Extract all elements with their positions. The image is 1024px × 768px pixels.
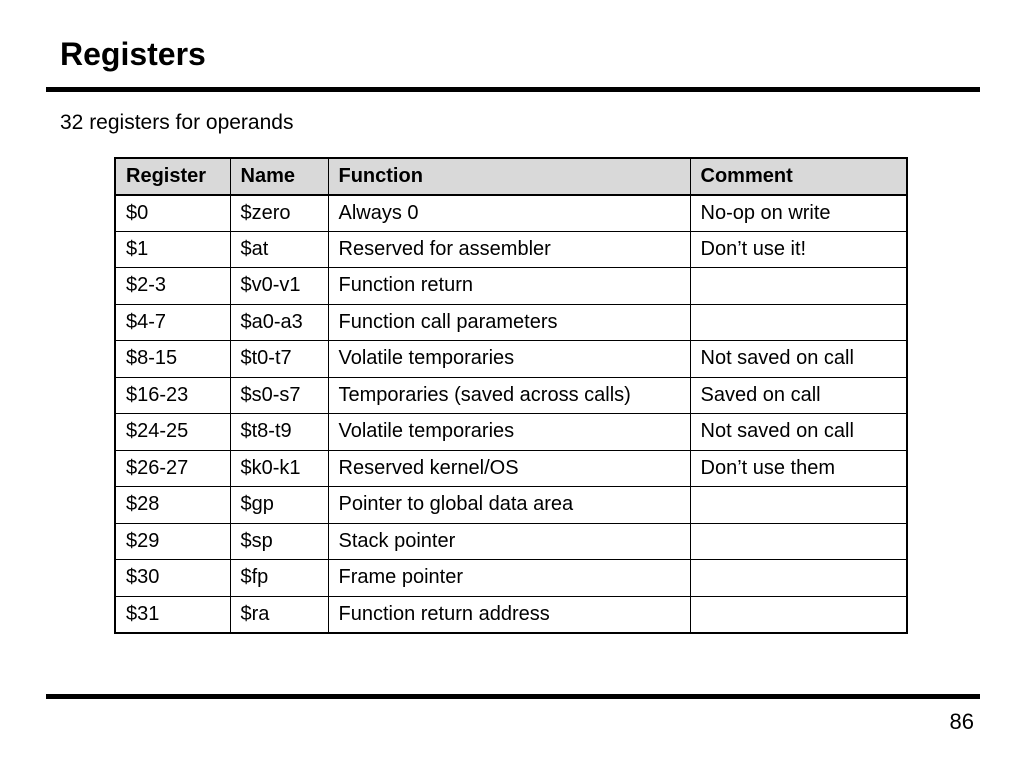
cell-function: Reserved kernel/OS (328, 450, 690, 487)
header-name: Name (230, 158, 328, 195)
cell-function: Stack pointer (328, 523, 690, 560)
cell-name: $fp (230, 560, 328, 597)
cell-register: $4-7 (115, 304, 230, 341)
cell-function: Function return (328, 268, 690, 305)
cell-comment: Saved on call (690, 377, 907, 414)
cell-register: $30 (115, 560, 230, 597)
table-header (115, 158, 907, 195)
cell-name: $s0-s7 (230, 377, 328, 414)
cell-name: $t8-t9 (230, 414, 328, 451)
cell-register: $16-23 (115, 377, 230, 414)
cell-register: $1 (115, 231, 230, 268)
table-row (115, 487, 907, 524)
cell-comment (690, 560, 907, 597)
table-header-row (115, 158, 907, 195)
cell-name: $sp (230, 523, 328, 560)
cell-register: $26-27 (115, 450, 230, 487)
header-register: Register (115, 158, 230, 195)
page-number: 86 (949, 709, 974, 734)
table-row (115, 414, 907, 451)
cell-name: $k0-k1 (230, 450, 328, 487)
cell-function: Pointer to global data area (328, 487, 690, 524)
cell-function: Volatile temporaries (328, 341, 690, 378)
slide-title: Registers (60, 36, 206, 72)
cell-name: $at (230, 231, 328, 268)
table-row (115, 377, 907, 414)
cell-comment: Don’t use it! (690, 231, 907, 268)
table-row (115, 304, 907, 341)
cell-register: $8-15 (115, 341, 230, 378)
cell-name: $t0-t7 (230, 341, 328, 378)
cell-comment (690, 596, 907, 633)
cell-function: Always 0 (328, 195, 690, 232)
cell-register: $28 (115, 487, 230, 524)
cell-function: Reserved for assembler (328, 231, 690, 268)
cell-comment (690, 487, 907, 524)
table-row (115, 560, 907, 597)
table-body (115, 195, 907, 633)
cell-function: Temporaries (saved across calls) (328, 377, 690, 414)
cell-register: $24-25 (115, 414, 230, 451)
table-row (115, 450, 907, 487)
register-table (114, 157, 908, 634)
table-row (115, 596, 907, 633)
cell-register: $29 (115, 523, 230, 560)
cell-function: Frame pointer (328, 560, 690, 597)
header-comment: Comment (690, 158, 907, 195)
cell-comment: Not saved on call (690, 414, 907, 451)
cell-function: Function call parameters (328, 304, 690, 341)
table-row (115, 195, 907, 232)
cell-name: $ra (230, 596, 328, 633)
cell-comment (690, 523, 907, 560)
cell-function: Function return address (328, 596, 690, 633)
cell-name: $v0-v1 (230, 268, 328, 305)
cell-register: $0 (115, 195, 230, 232)
table-row (115, 231, 907, 268)
slide-subtitle: 32 registers for operands (60, 111, 294, 134)
bottom-divider (46, 694, 980, 699)
cell-register: $31 (115, 596, 230, 633)
register-table-container (114, 157, 908, 634)
table-row (115, 523, 907, 560)
cell-function: Volatile temporaries (328, 414, 690, 451)
cell-comment: Don’t use them (690, 450, 907, 487)
cell-name: $a0-a3 (230, 304, 328, 341)
cell-name: $zero (230, 195, 328, 232)
table-row (115, 341, 907, 378)
cell-name: $gp (230, 487, 328, 524)
cell-comment (690, 304, 907, 341)
cell-comment: Not saved on call (690, 341, 907, 378)
top-divider (46, 87, 980, 92)
table-row (115, 268, 907, 305)
cell-register: $2-3 (115, 268, 230, 305)
cell-comment (690, 268, 907, 305)
header-function: Function (328, 158, 690, 195)
cell-comment: No-op on write (690, 195, 907, 232)
